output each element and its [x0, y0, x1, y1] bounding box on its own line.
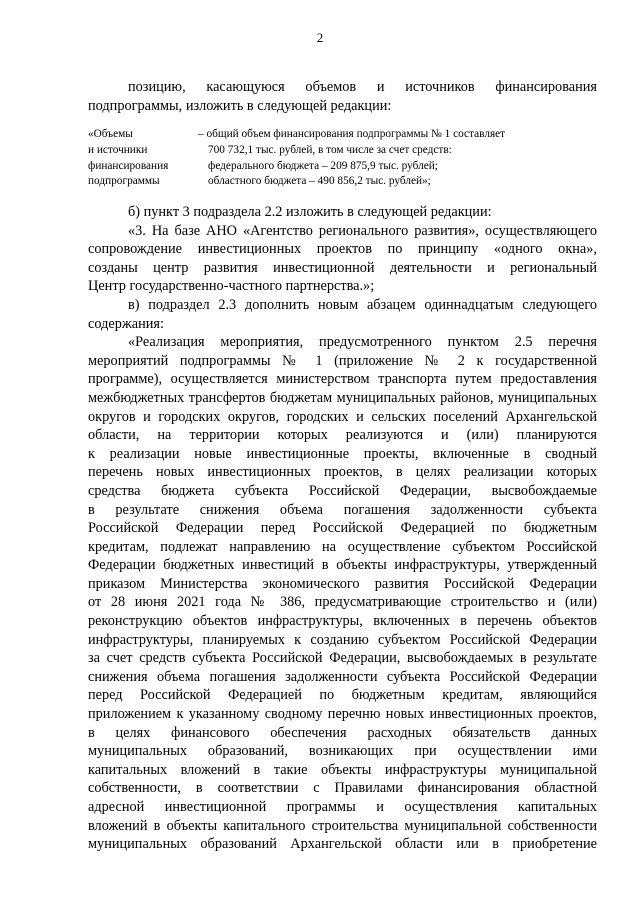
text-line: мероприятий подпрограммы № 1 (приложение № 2 к государственной [88, 352, 597, 369]
text-line: Федерации бюджетных инвестиций в объекты инфраструктуры, утвержденный [88, 557, 597, 574]
text-line: инфраструктуры, планируемых к созданию субъектом Российской Федерации [88, 631, 597, 648]
text-line: перечень новых инвестиционных проектов, в целях реализации которых [88, 464, 597, 481]
text-line: муниципальных образований, возникающих при осуществлении ими [88, 743, 597, 760]
page-number: 2 [316, 30, 324, 45]
table-label: финансирования [88, 159, 169, 172]
text-line: Центр государственно-частного партнерства.»; [88, 278, 375, 295]
text-line: адресной инвестиционной программы и осуществления капитальных [88, 799, 597, 815]
text-line: в результате снижения объема погашения задолженности субъекта [88, 501, 597, 518]
table-value: федерального бюджета – 209 875,9 тыс. рублей; [208, 159, 438, 172]
table-value: областного бюджета – 490 856,2 тыс. рублей»; [208, 175, 431, 188]
text-line: кредитам, подлежат направлению на осуществление субъектом Российской [88, 538, 597, 555]
text-line: к реализации новые инвестиционные проекты, включенные в сводный [88, 445, 597, 462]
table-label: «Объемы [88, 128, 133, 140]
text-line: от 28 июня 2021 года № 386, предусматривающие строительство и (или) [88, 594, 597, 611]
table-label: подпрограммы [88, 175, 160, 188]
text-line: подпрограммы, изложить в следующей редакции: [88, 97, 392, 114]
text-line: снижения объема погашения задолженности субъекта Российской Федерации [88, 668, 597, 685]
text-line: муниципальных образований Архангельской области или в приобретение [88, 836, 597, 853]
text-line: сопровождение инвестиционных проектов по принципу «одного окна», [88, 241, 597, 258]
table-row [88, 143, 598, 159]
text-line: собственности, в соответствии с Правилами финансирования областной [88, 780, 597, 797]
text-line: Российской Федерации перед Российской Федерацией по бюджетным [88, 520, 597, 537]
text-line: капитальных вложений в такие объекты инфраструктуры муниципальной [88, 761, 597, 778]
text-line: приложением к указанному сводному перечню новых инвестиционных проектов, [88, 706, 597, 723]
text-line: программе), осуществляется министерством транспорта путем предоставления [88, 371, 597, 388]
intro-paragraph [88, 78, 597, 115]
text-line: перед Российской Федерацией по бюджетным кредитам, являющийся [88, 687, 597, 704]
text-line: б) пункт 3 подраздела 2.2 изложить в следующей редакции: [128, 204, 492, 220]
funding-table [88, 127, 598, 190]
text-line: в) подраздел 2.3 дополнить новым абзацем одиннадцатым следующего [128, 296, 597, 313]
text-line: вложений в объекты капитального строительства муниципальной собственности [88, 817, 597, 834]
table-row [88, 127, 598, 143]
text-line: содержания: [88, 315, 164, 332]
table-row [88, 174, 598, 190]
text-line: за счет средств субъекта Российской Федерации, высвобождаемых в результате [88, 650, 597, 667]
text-line: округов и городских округов, городских и сельских поселений Архангельской [88, 408, 597, 425]
text-line: области, на территории которых реализуются и (или) планируются [88, 427, 597, 444]
text-line: «Реализация мероприятия, предусмотренного пунктом 2.5 перечня [128, 334, 597, 351]
text-line: в целях финансового обеспечения расходных обязательств данных [88, 724, 597, 741]
table-row [88, 159, 598, 175]
table-value: 700 732,1 тыс. рублей, в том числе за счет средств: [208, 143, 452, 156]
table-label: и источники [88, 143, 148, 156]
text-line: созданы центр развития инвестиционной деятельности и региональный [88, 259, 597, 276]
text-line: «3. На базе АНО «Агентство регионального развития», осуществляющего [128, 222, 597, 239]
text-line: средства бюджета субъекта Российской Федерации, высвобождаемые [88, 482, 597, 499]
table-value: – общий объем финансирования подпрограммы № 1 составляет [198, 128, 506, 140]
text-line: межбюджетных трансфертов бюджетам муниципальных районов, муниципальных [88, 389, 597, 406]
body-text [88, 203, 597, 854]
text-line: реконструкцию объектов инфраструктуры, включенных в перечень объектов [88, 613, 597, 630]
text-line: позицию, касающуюся объемов и источников финансирования [128, 79, 597, 95]
text-line: приказом Министерства экономического развития Российской Федерации [88, 575, 597, 592]
